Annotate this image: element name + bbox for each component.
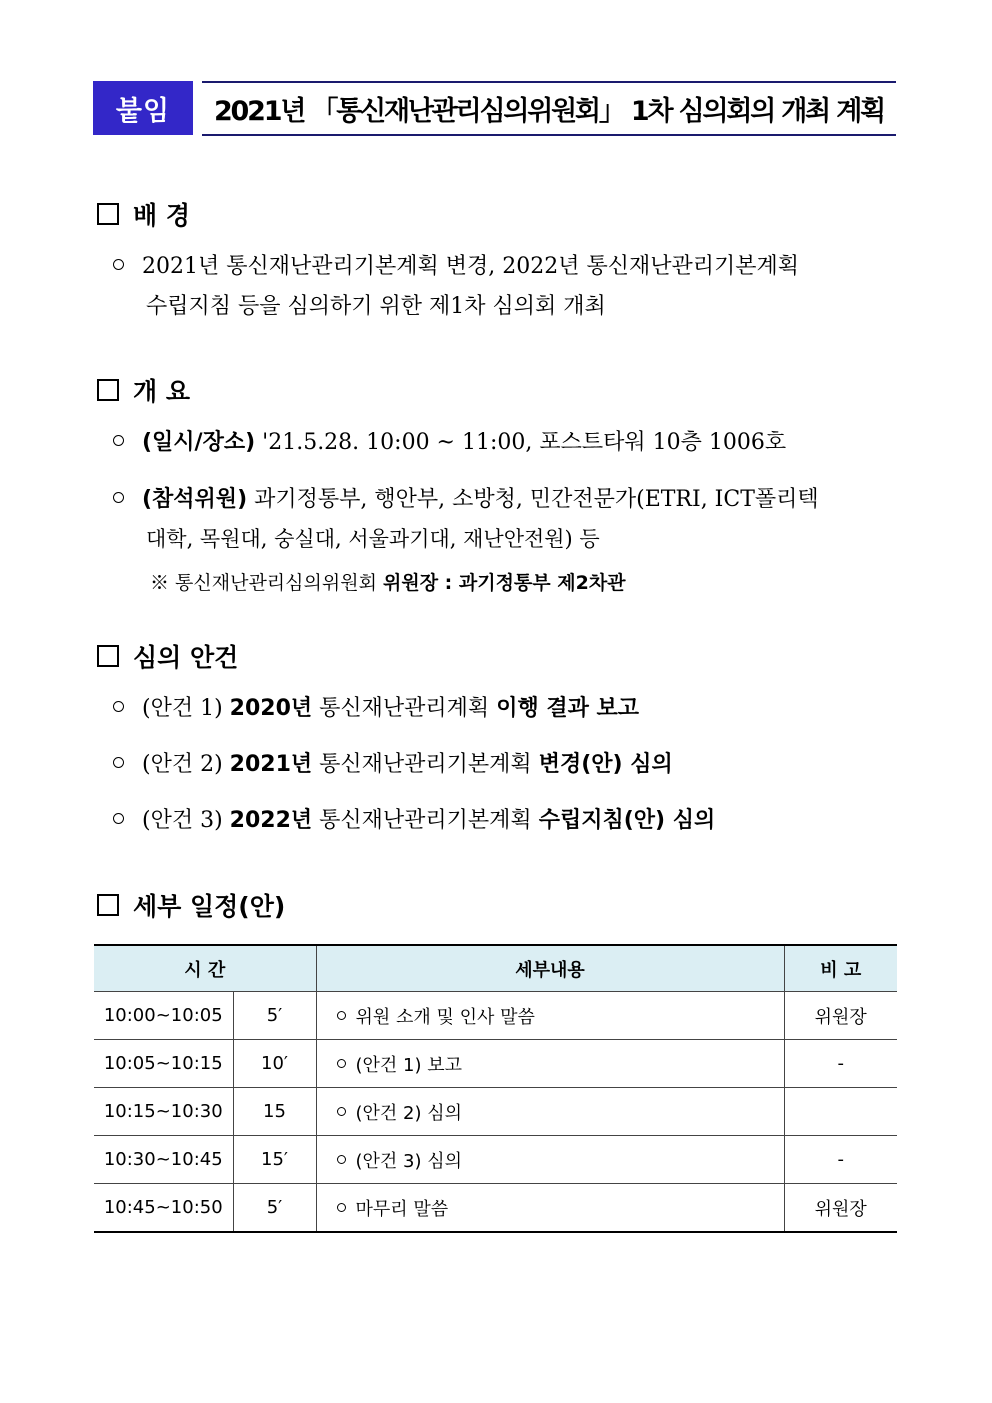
section-overview — [97, 372, 190, 408]
table-row — [94, 992, 897, 1040]
row-note: 위원장 — [784, 1184, 897, 1233]
agenda-label: (안건 3) — [142, 808, 223, 833]
row-duration: 15′ — [233, 1136, 316, 1184]
section-background — [97, 196, 190, 232]
row-time: 10:30~10:45 — [94, 1136, 233, 1184]
circle-bullet-icon — [113, 435, 124, 446]
row-content-cell — [316, 1040, 784, 1088]
circle-bullet-icon — [337, 1155, 346, 1164]
row-content: 위원 소개 및 인사 말씀 — [355, 1006, 535, 1028]
table-header-row — [94, 945, 897, 992]
agenda-year: 2022년 — [229, 808, 313, 833]
agenda-plan: 통신재난관리기본계획 — [319, 808, 532, 833]
chair-note-prefix: ※ 통신재난관리심의위원회 — [150, 572, 377, 594]
section-schedule — [97, 887, 285, 923]
agenda-label: (안건 1) — [142, 696, 223, 721]
circle-bullet-icon — [337, 1203, 346, 1212]
row-content-cell — [316, 1184, 784, 1233]
table-row — [94, 1136, 897, 1184]
header-note: 비 고 — [784, 945, 897, 992]
row-content: (안건 3) 심의 — [355, 1150, 462, 1172]
circle-bullet-icon — [113, 492, 124, 503]
circle-bullet-icon — [113, 757, 124, 768]
checkbox-square-icon — [97, 894, 119, 916]
agenda-year: 2020년 — [229, 696, 313, 721]
circle-bullet-icon — [337, 1011, 346, 1020]
row-duration: 10′ — [233, 1040, 316, 1088]
row-note: - — [784, 1136, 897, 1184]
row-content-cell — [316, 1088, 784, 1136]
section-heading: 개 요 — [133, 377, 191, 406]
row-content: 마무리 말씀 — [355, 1198, 449, 1220]
table-row — [94, 1088, 897, 1136]
section-agenda — [97, 638, 238, 674]
row-note — [784, 1088, 897, 1136]
agenda-action: 수립지침(안) 심의 — [538, 808, 716, 833]
row-time: 10:00~10:05 — [94, 992, 233, 1040]
background-paragraph — [113, 246, 799, 288]
circle-bullet-icon — [337, 1107, 346, 1116]
row-duration: 5′ — [233, 1184, 316, 1233]
agenda-plan: 통신재난관리기본계획 — [319, 752, 532, 777]
section-heading: 세부 일정(안) — [133, 892, 286, 921]
document-title: 2021년 「통신재난관리심의위원회」 1차 심의회의 개최 계획 — [213, 96, 885, 127]
row-duration: 15 — [233, 1088, 316, 1136]
row-content-cell — [316, 1136, 784, 1184]
circle-bullet-icon — [113, 701, 124, 712]
row-duration: 5′ — [233, 992, 316, 1040]
overview-datetime — [113, 422, 786, 464]
row-content: (안건 2) 심의 — [355, 1102, 462, 1124]
table-row — [94, 1040, 897, 1088]
agenda-year: 2021년 — [229, 752, 313, 777]
circle-bullet-icon — [337, 1059, 346, 1068]
background-line-2: 수립지침 등을 심의하기 위한 제1차 심의회 개최 — [146, 294, 606, 319]
row-note: 위원장 — [784, 992, 897, 1040]
attachment-badge: 붙임 — [93, 81, 193, 135]
row-note: - — [784, 1040, 897, 1088]
header-content: 세부내용 — [316, 945, 784, 992]
row-time: 10:05~10:15 — [94, 1040, 233, 1088]
schedule-table — [94, 944, 897, 1233]
checkbox-square-icon — [97, 645, 119, 667]
table-row — [94, 1184, 897, 1233]
agenda-item — [113, 744, 673, 786]
circle-bullet-icon — [113, 813, 124, 824]
row-content: (안건 1) 보고 — [355, 1054, 462, 1076]
header-time: 시 간 — [94, 945, 316, 992]
datetime-value: '21.5.28. 10:00 ~ 11:00, 포스트타워 10층 1006호 — [262, 430, 787, 455]
agenda-plan: 통신재난관리계획 — [319, 696, 490, 721]
agenda-item — [113, 688, 639, 730]
agenda-action: 이행 결과 보고 — [496, 696, 640, 721]
chair-note — [150, 562, 626, 604]
attendees-line-1: 과기정통부, 행안부, 소방청, 민간전문가(ETRI, ICT폴리텍 — [254, 487, 819, 512]
overview-attendees — [113, 479, 819, 521]
agenda-label: (안건 2) — [142, 752, 223, 777]
checkbox-square-icon — [97, 203, 119, 225]
row-time: 10:45~10:50 — [94, 1184, 233, 1233]
checkbox-square-icon — [97, 379, 119, 401]
datetime-label: (일시/장소) — [142, 430, 256, 455]
agenda-item — [113, 800, 715, 842]
document-title-box — [202, 81, 896, 136]
row-time: 10:15~10:30 — [94, 1088, 233, 1136]
circle-bullet-icon — [113, 259, 124, 270]
background-line-1: 2021년 통신재난관리기본계획 변경, 2022년 통신재난관리기본계획 — [142, 254, 799, 279]
row-content-cell — [316, 992, 784, 1040]
attendees-line-2: 대학, 목원대, 숭실대, 서울과기대, 재난안전원) 등 — [146, 527, 600, 551]
chair-note-bold: 위원장 : 과기정통부 제2차관 — [382, 572, 626, 594]
attendees-label: (참석위원) — [142, 487, 248, 512]
section-heading: 심의 안건 — [133, 643, 239, 672]
agenda-action: 변경(안) 심의 — [538, 752, 673, 777]
section-heading: 배 경 — [133, 201, 191, 230]
